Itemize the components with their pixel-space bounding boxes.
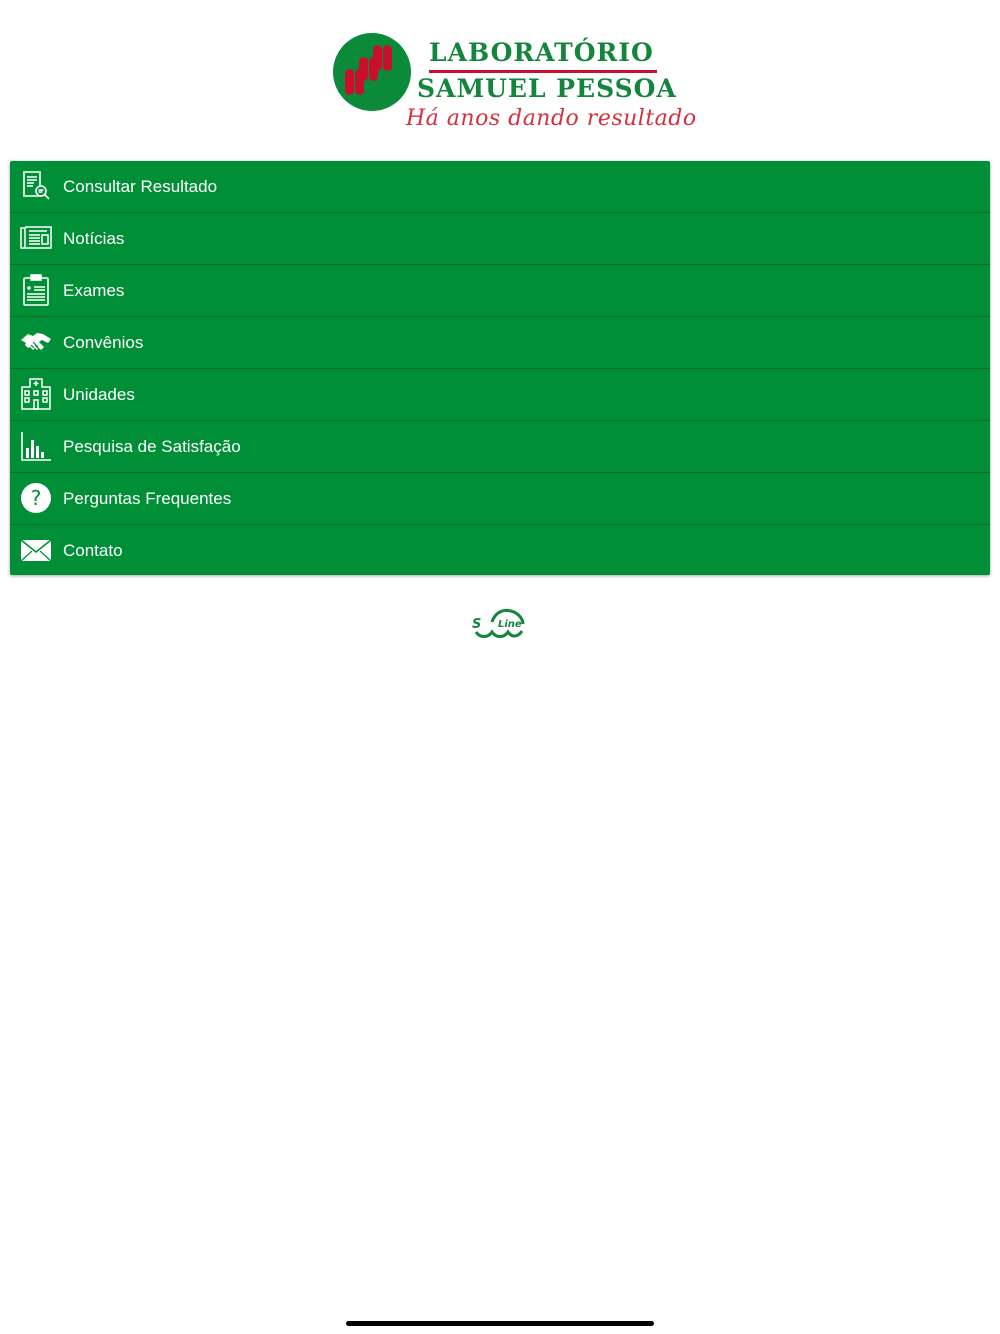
svg-text:S: S — [472, 617, 482, 632]
menu-item-label: Perguntas Frequentes — [63, 489, 232, 508]
menu-item-label: Unidades — [63, 385, 135, 404]
building-icon — [20, 378, 52, 410]
newspaper-icon — [20, 222, 52, 254]
main-menu — [10, 161, 990, 575]
sline-logo — [470, 606, 530, 640]
logo-title-line2: SAMUEL PESSOA — [417, 74, 677, 103]
svg-text:?: ? — [30, 486, 42, 510]
menu-item-label: Notícias — [63, 229, 125, 248]
menu-item-convenios[interactable] — [10, 317, 990, 369]
menu-item-label: Consultar Resultado — [63, 177, 218, 196]
menu-item-label: Exames — [63, 281, 125, 300]
menu-item-noticias[interactable] — [10, 213, 990, 265]
logo-tagline: Há anos dando resultado — [406, 106, 697, 131]
menu-item-consultar-resultado[interactable] — [10, 161, 990, 213]
logo-emblem-icon — [333, 33, 411, 111]
menu-item-label: Convênios — [63, 333, 144, 352]
menu-item-contato[interactable] — [10, 525, 990, 577]
bar-chart-icon — [20, 430, 52, 462]
logo-divider — [429, 70, 657, 73]
question-icon — [20, 482, 52, 514]
svg-text:Line: Line — [498, 619, 522, 630]
logo-title-line1: LABORATÓRIO — [429, 38, 654, 67]
document-search-icon — [20, 170, 52, 202]
clipboard-icon — [20, 274, 52, 306]
menu-item-label: Contato — [63, 541, 123, 560]
menu-item-pesquisa-satisfacao[interactable] — [10, 421, 990, 473]
envelope-icon — [20, 534, 52, 566]
menu-item-unidades[interactable] — [10, 369, 990, 421]
handshake-icon — [20, 326, 52, 358]
menu-item-label: Pesquisa de Satisfação — [63, 437, 241, 456]
menu-item-exames[interactable] — [10, 265, 990, 317]
home-indicator[interactable] — [346, 1321, 654, 1326]
brand-logo — [330, 30, 697, 135]
menu-item-perguntas-frequentes[interactable] — [10, 473, 990, 525]
